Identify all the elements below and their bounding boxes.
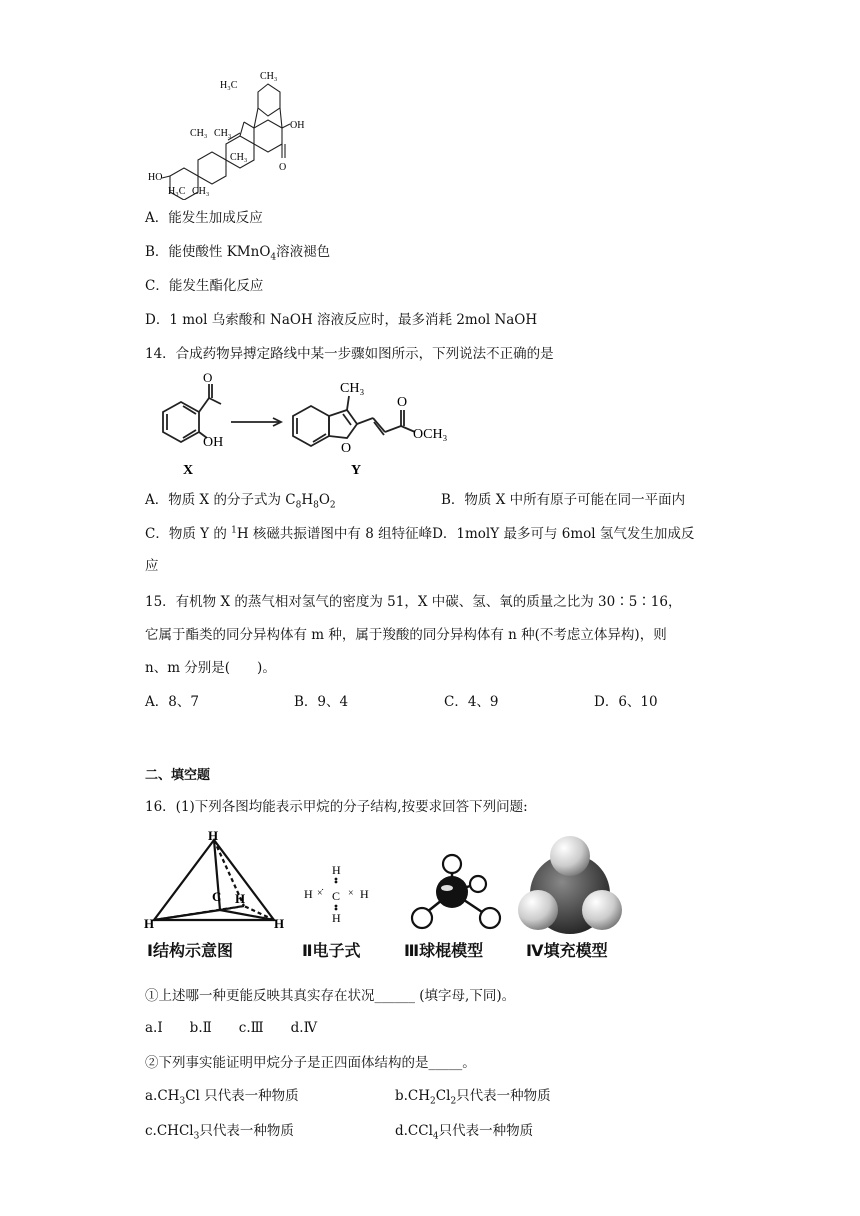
fig2-dots-right: × (348, 888, 354, 899)
fig1-h-right: H (274, 916, 285, 931)
fig1-h-mid: H (235, 891, 246, 906)
label-ch3-b: CH₃ (214, 128, 232, 139)
q14-option-a-text: A．物质 X 的分子式为 C (145, 492, 296, 508)
label-o: O (279, 162, 287, 173)
q16-option-a-sub: 3 (179, 1096, 186, 1107)
fig2-h-top: H (332, 863, 341, 877)
fig3-h-ball-right (480, 908, 500, 928)
fig1-c: C (212, 889, 222, 904)
label-oh: OH (290, 120, 305, 131)
fig3-h-ball-top (443, 855, 461, 873)
section-title: 二、填空题 (145, 768, 211, 783)
q16-option-b-text: b.CH (395, 1088, 431, 1104)
q16-sub1-options: a.Ⅰ b.Ⅱ c.Ⅲ d.Ⅳ (145, 1020, 318, 1036)
q15-line2: 它属于酯类的同分异构体有 m 种，属于羧酸的同分异构体有 n 种(不考虑立体异构)，则 (145, 627, 667, 643)
q14-reaction-scheme (145, 372, 465, 478)
label-h3c: H₃C (220, 80, 238, 91)
y-och3: OCH₃ (413, 427, 448, 442)
q13-option-c: C．能发生酯化反应 (145, 278, 264, 294)
label-h3c-bottom: H₃C (168, 186, 186, 197)
q16-option-d-text2: 只代表一种物质 (438, 1123, 534, 1139)
q13-option-d: D．1 mol 乌索酸和 NaOH 溶液反应时，最多消耗 2mol NaOH (145, 312, 538, 328)
fig3-h-ball-left (412, 908, 432, 928)
fig3-c-ball (436, 876, 468, 908)
q16-option-b-sub: 2 (430, 1096, 436, 1107)
q14-option-a-sub2: 8 (313, 500, 319, 511)
q13-option-a: A．能发生加成反应 (145, 210, 263, 226)
fig4-h-sphere-top (550, 836, 590, 876)
q15-option-a: A．8、7 (145, 694, 199, 710)
q13-option-b-text2: 溶液褪色 (276, 244, 331, 260)
q16-option-d-sub: 4 (432, 1131, 439, 1142)
q15-line1: 15．有机物 X 的蒸气相对氢气的密度为 51，X 中碳、氢、氧的质量之比为 30∶5∶16， (145, 594, 682, 610)
label-ho: HO (148, 172, 163, 183)
q14-option-b: B．物质 X 中所有原子可能在同一平面内 (441, 492, 686, 508)
x-carbonyl-o: O (203, 372, 213, 385)
q14-option-a-o: O (318, 492, 330, 508)
q16-option-a-text: a.CH (145, 1088, 180, 1104)
fig4-h-sphere-right (582, 890, 622, 930)
ursolic-acid-structure (140, 66, 310, 200)
fig4-h-sphere-left (518, 890, 558, 930)
q14-option-a-h: H (301, 492, 314, 508)
q16-option-c-sub: 3 (193, 1131, 200, 1142)
fig2-h-right: H (360, 887, 369, 901)
fig2-dots-left: ×̇ (317, 888, 323, 899)
q14-option-c (145, 524, 694, 544)
q15-option-c: C．4、9 (444, 694, 499, 710)
q16-option-a (145, 1086, 299, 1106)
q13-option-b-text: B．能使酸性 KMnO (145, 244, 271, 260)
caption-4: Ⅳ填充模型 (526, 941, 608, 960)
caption-1: Ⅰ结构示意图 (147, 941, 233, 960)
q14-option-a-sub1: 8 (295, 500, 302, 511)
y-ch3: CH₃ (340, 381, 365, 396)
q16-option-a-text2: Cl 只代表一种物质 (185, 1088, 299, 1104)
q14-option-a (145, 490, 336, 510)
q16-sub2: ②下列事实能证明甲烷分子是正四面体结构的是_____。 (145, 1055, 476, 1071)
q14-option-c-text: C．物质 Y 的 (145, 526, 232, 542)
label-ch3-d: CH₃ (192, 186, 210, 197)
caption-2: Ⅱ电子式 (302, 941, 361, 960)
q16-option-c-text: c.CHCl (145, 1123, 194, 1139)
label-ch3-c: CH₃ (230, 152, 248, 163)
fig3-highlight (441, 885, 453, 891)
q16-option-d-text: d.CCl (395, 1123, 433, 1139)
q16-option-b-sub2: 2 (450, 1096, 457, 1107)
q16-option-c (145, 1121, 294, 1141)
q14-stem: 14．合成药物异搏定路线中某一步骤如图所示，下列说法不正确的是 (145, 346, 554, 362)
q16-option-b-text2: 只代表一种物质 (456, 1088, 551, 1104)
label-y: Y (351, 463, 362, 478)
q16-option-b (395, 1086, 551, 1106)
caption-3: Ⅲ球棍模型 (404, 941, 484, 960)
y-ring-o: O (341, 441, 352, 456)
q15-option-d: D．6、10 (594, 694, 658, 710)
q14-option-a-sub3: 2 (329, 500, 336, 511)
fig3-h-ball-back (470, 876, 486, 892)
x-oh: OH (203, 435, 224, 450)
q13-option-b (145, 242, 330, 262)
q16-sub1: ①上述哪一种更能反映其真实存在状况______ (填字母,下同)。 (145, 988, 516, 1004)
y-carbonyl-o: O (397, 395, 408, 410)
q13-option-b-sub: 4 (270, 252, 277, 263)
q15-line3: n、m 分别是( )。 (145, 660, 276, 676)
q16-option-d (395, 1121, 533, 1141)
fig2-h-left: H (304, 887, 313, 901)
fig1-h-left: H (144, 916, 155, 931)
fig1-h-top: H (208, 828, 219, 843)
q14-option-c-text2: H 核磁共振谱图中有 8 组特征峰D．1molY 最多可与 6mol 氢气发生加成反 (236, 526, 695, 542)
q16-stem: 16．(1)下列各图均能表示甲烷的分子结构,按要求回答下列问题: (145, 799, 528, 815)
label-ch3-top: CH₃ (260, 71, 278, 82)
q14-option-c-wrap: 应 (145, 558, 159, 574)
label-ch3-a: CH₃ (190, 128, 208, 139)
q16-option-c-text2: 只代表一种物质 (199, 1123, 294, 1139)
q15-option-b: B．9、4 (294, 694, 349, 710)
fig2-c: C (332, 889, 341, 903)
fig2-h-bottom: H (332, 911, 341, 925)
q16-option-b-cl: Cl (435, 1088, 451, 1104)
label-x: X (183, 463, 194, 478)
q14-option-c-sup: 1 (231, 525, 237, 536)
